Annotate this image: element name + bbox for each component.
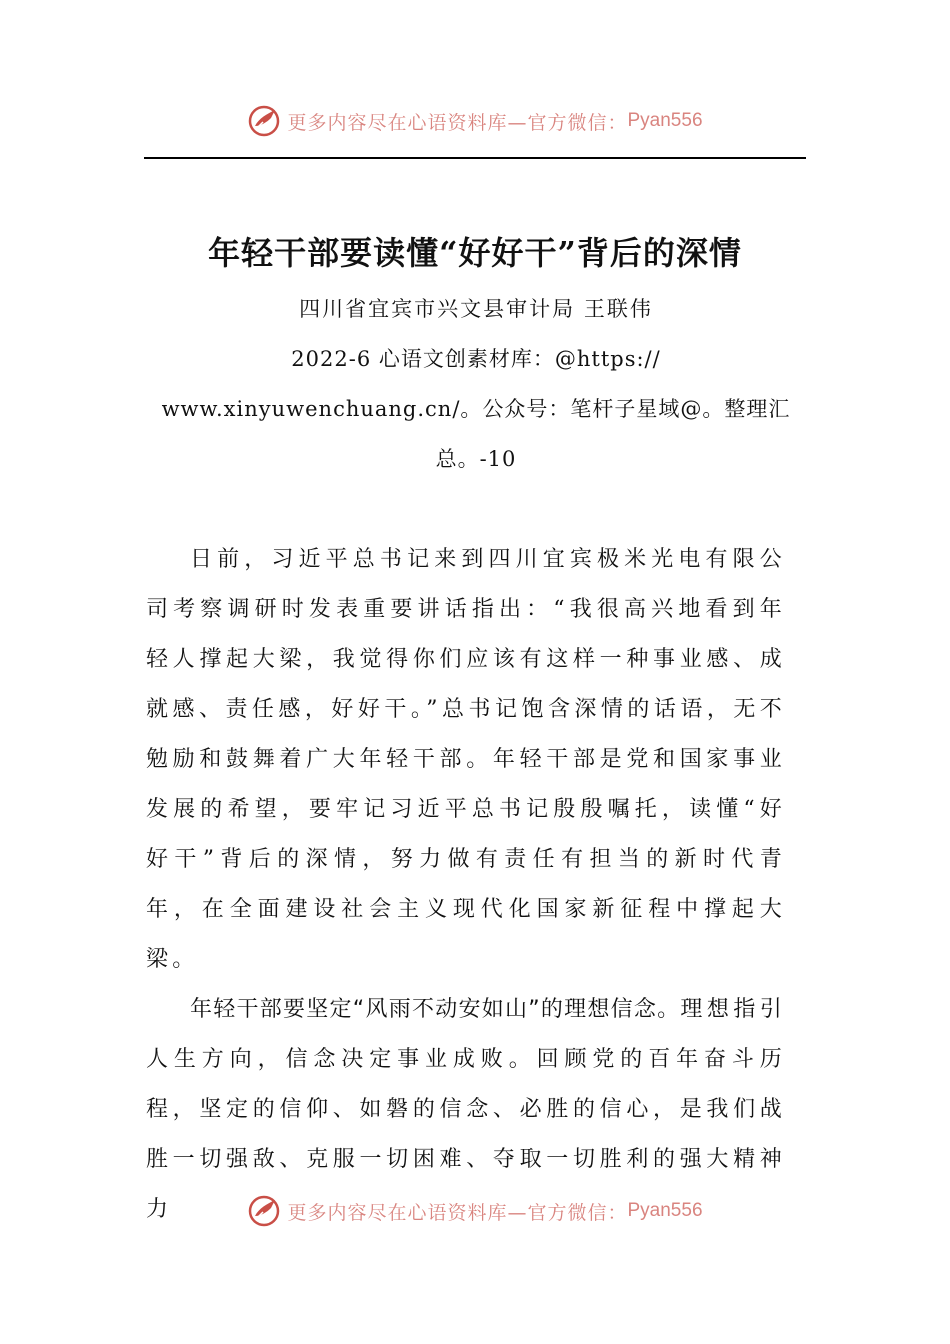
article-source [146,334,806,484]
banner-text: 更多内容尽在心语资料库—官方微信： [287,1201,628,1224]
paragraph-2-text: 理想指引人生方向，信念决定事业成败。回顾党的百年奋斗历程，坚定的信仰、如磐的信念、必胜的信心，是我们战胜一切强敌、克服一切困难、夺取一切胜利的强大精神力 [146,997,786,1222]
banner-wechat-id: Pyan556 [627,1200,703,1221]
header-divider [144,157,806,159]
article-author: 四川省宜宾市兴文县审计局 王联伟 [299,297,653,321]
article-body [146,535,786,1235]
footer-banner [0,1194,950,1228]
pen-logo-icon [247,1194,281,1228]
header-banner [0,104,950,138]
source-line-1: 2022-6 心语文创素材库：@https:// [291,347,661,371]
source-line-2: www.xinyuwenchuang.cn/。公众号：笔杆子星域@。整理汇 [161,397,791,421]
paragraph-1: 日前，习近平总书记来到四川宜宾极米光电有限公司考察调研时发表重要讲话指出：“我很高兴地看到年轻人撑起大梁，我觉得你们应该有这样一种事业感、成就感、责任感，好好干。”总书记饱含深情的话语，无不勉励和鼓舞着广大年轻干部。年轻干部是党和国家事业发展的希望，要牢记习近平总书记殷殷嘱托，读懂“好好干”背后的深情，努力做有责任有担当的新时代青年，在全面建设社会主义现代化国家新征程中撑起大梁。 [146,547,786,972]
source-line-3: 总。-10 [435,447,517,471]
pen-logo-icon [247,104,281,138]
article-title: 年轻干部要读懂“好好干”背后的深情 [208,234,742,272]
banner-wechat-id: Pyan556 [627,110,703,131]
banner-text: 更多内容尽在心语资料库—官方微信： [287,111,628,134]
paragraph-2-heading: 年轻干部要坚定“风雨不动安如山”的理想信念。 [190,997,681,1022]
